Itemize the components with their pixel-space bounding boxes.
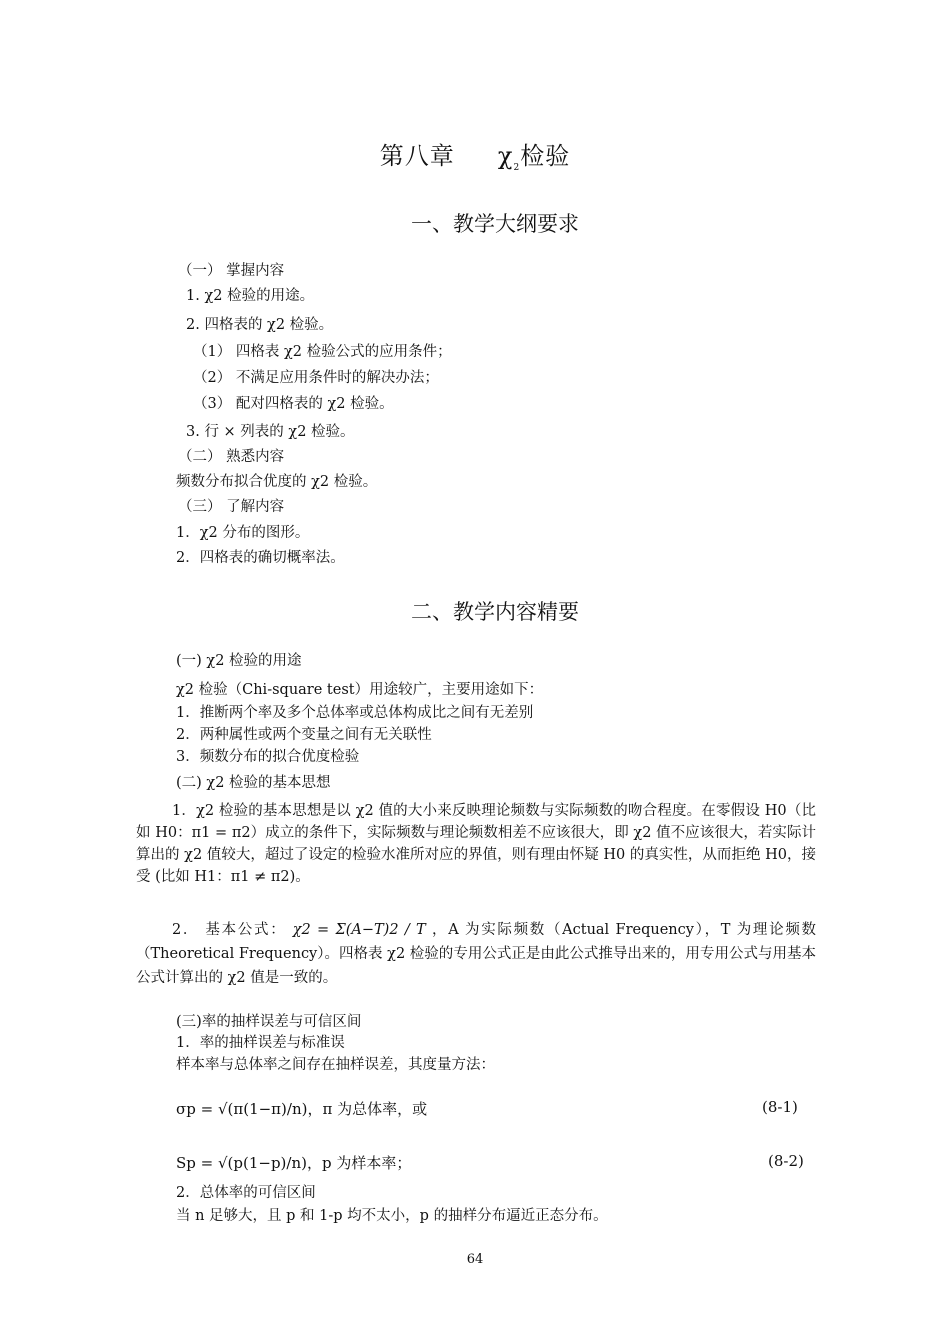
formula-explanation: ，A 为实际频数（Actual Frequency），T 为理论频数（Theoretical Frequency）。四格表 χ2 检验的专用公式正是由此公式推导出来的，用专用公式与用基本公式计算出的 χ2 值是一致的。 [136, 922, 817, 986]
body-line: (三)率的抽样误差与可信区间 [176, 1014, 362, 1030]
outline-line: 1. χ2 检验的用途。 [186, 288, 315, 304]
outline-line: 2. 四格表的 χ2 检验。 [186, 317, 334, 333]
outline-line: （三） 了解内容 [178, 499, 285, 515]
equation-number-8-2: (8-2) [768, 1152, 804, 1170]
paragraph-basic-idea: 1．χ2 检验的基本思想是以 χ2 值的大小来反映理论频数与实际频数的吻合程度。在零假设 H0（比如 H0：π1 = π2）成立的条件下，实际频数与理论频数相差不应该很大，即 χ2 值不应该很大，若实际计算出的 χ2 值较大，超过了设定的检验水准所对应的界值，则有理由怀疑 H0 的真实性，从而拒绝 H0，接受 (比如 H1：π1 ≠ π2)。 [136, 803, 816, 885]
body-line: 1．率的抽样误差与标准误 [176, 1035, 345, 1051]
basic-formula: χ2 = Σ(A−T)2 / T [292, 922, 426, 938]
body-line: 3．频数分布的拟合优度检验 [176, 749, 360, 765]
equation-8-2: Sp = √(p(1−p)/n)，p 为样本率； [176, 1154, 412, 1172]
formula-lead: 2． 基本公式： [172, 922, 287, 938]
equation-8-1: σp = √(π(1−π)/n)，π 为总体率，或 [176, 1100, 428, 1118]
page-number: 64 [466, 1252, 484, 1267]
body-line: 2．两种属性或两个变量之间有无关联性 [176, 727, 432, 743]
outline-line: （二） 熟悉内容 [178, 449, 285, 465]
outline-line: 1．χ2 分布的图形。 [176, 525, 310, 541]
outline-line: （1） 四格表 χ2 检验公式的应用条件； [193, 344, 452, 360]
body-line: (一) χ2 检验的用途 [176, 653, 302, 669]
body-line: 2．总体率的可信区间 [176, 1185, 316, 1201]
outline-line: （2） 不满足应用条件时的解决办法； [193, 370, 439, 386]
chapter-title [0, 136, 950, 173]
section-heading-1: 一、教学大纲要求 [411, 212, 579, 236]
equation-number-8-1: (8-1) [762, 1098, 798, 1116]
body-line: (二) χ2 检验的基本思想 [176, 775, 331, 791]
outline-line: 频数分布拟合优度的 χ2 检验。 [176, 474, 378, 490]
section-heading-2: 二、教学内容精要 [411, 600, 579, 624]
paragraph-basic-formula [136, 918, 816, 990]
body-line: 当 n 足够大，且 p 和 1-p 均不太小，p 的抽样分布逼近正态分布。 [176, 1208, 608, 1224]
body-line: 1．推断两个率及多个总体率或总体构成比之间有无差别 [176, 705, 534, 721]
body-line: 样本率与总体率之间存在抽样误差，其度量方法： [176, 1057, 495, 1073]
outline-line: 2．四格表的确切概率法。 [176, 550, 345, 566]
body-line: χ2 检验（Chi-square test）用途较广，主要用途如下： [176, 682, 544, 698]
chapter-title-text: 第八章 $\chi_2$检验 [379, 142, 571, 173]
outline-line: 3. 行 × 列表的 χ2 检验。 [186, 424, 355, 440]
outline-line: （一） 掌握内容 [178, 263, 285, 279]
outline-line: （3） 配对四格表的 χ2 检验。 [193, 396, 394, 412]
